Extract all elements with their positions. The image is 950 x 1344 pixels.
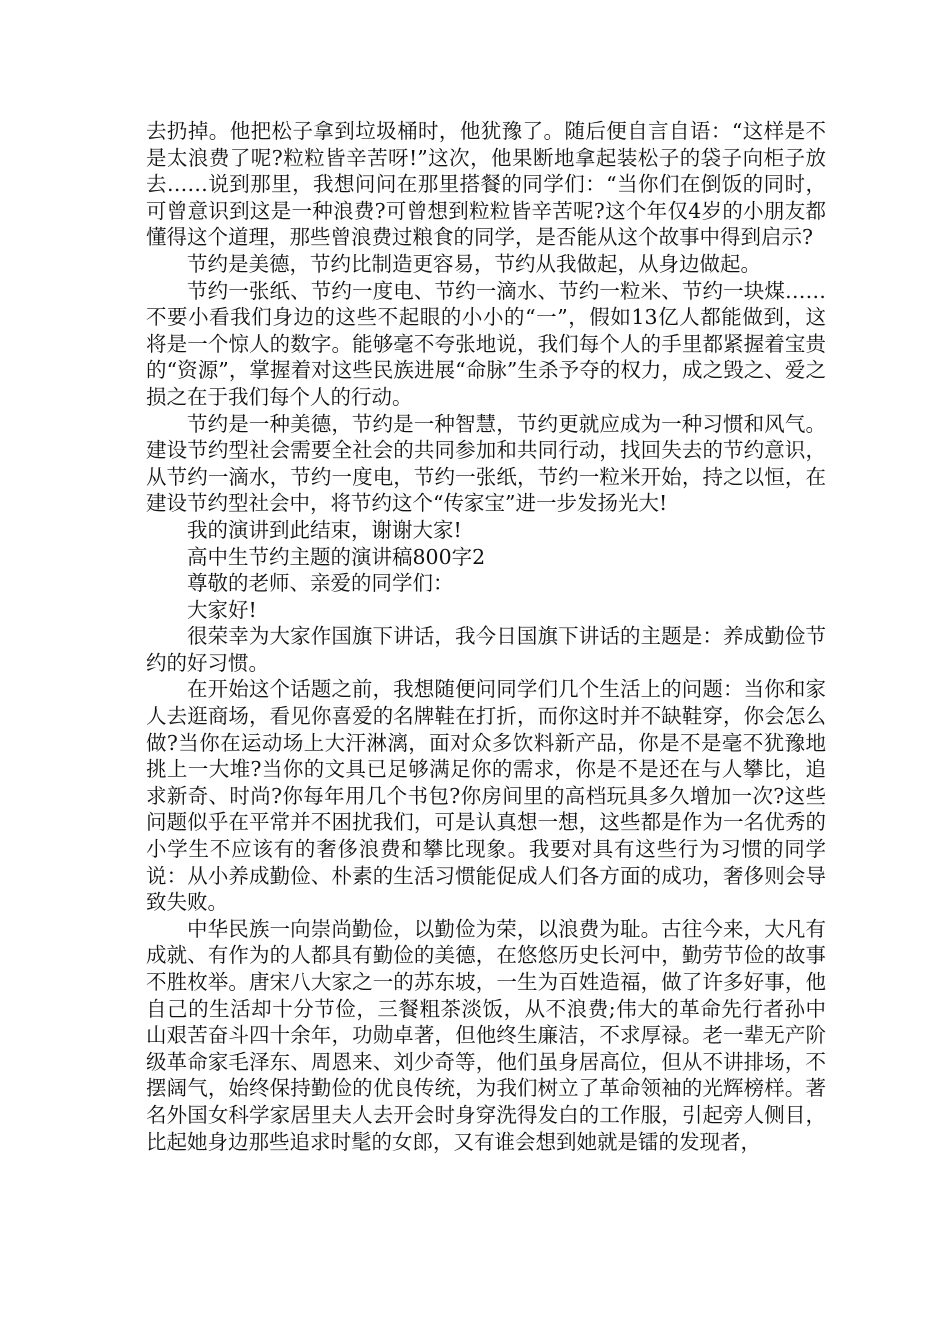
paragraph-4: 节约是一种美德，节约是一种智慧，节约更就应成为一种习惯和风气。建设节约型社会需要全社会的共同参加和共同行动，找回失去的节约意识，从节约一滴水，节约一度电，节约一张纸，节约一粒米开始，持之以恒，在建设节约型社会中，将节约这个“传家宝”进一步发扬光大! [146, 411, 826, 516]
document-body [146, 118, 826, 1155]
greeting: 大家好! [187, 597, 257, 622]
paragraph-5: 我的演讲到此结束，谢谢大家! [187, 517, 462, 542]
section-heading: 高中生节约主题的演讲稿800字2 [187, 544, 486, 569]
paragraph-2: 节约是美德，节约比制造更容易，节约从我做起，从身边做起。 [187, 251, 761, 276]
salutation: 尊敬的老师、亲爱的同学们： [187, 571, 454, 596]
paragraph-9: 很荣幸为大家作国旗下讲话，我今日国旗下讲话的主题是：养成勤俭节约的好习惯。 [146, 624, 826, 675]
paragraph-3: 节约一张纸、节约一度电、节约一滴水、节约一粒米、节约一块煤……不要小看我们身边的这些不起眼的小小的“一”，假如13亿人都能做到，这将是一个惊人的数字。能够毫不夸张地说，我们每个人的手里都紧握着宝贵的“资源”，掌握着对这些民族进展“命脉”生杀予夺的权力，成之毁之、爱之损之在于我们每个人的行动。 [146, 278, 826, 409]
paragraph-1: 去扔掉。他把松子拿到垃圾桶时，他犹豫了。随后便自言自语：“这样是不是太浪费了呢?粒粒皆辛苦呀!”这次，他果断地拿起装松子的袋子向柜子放去……说到那里，我想问问在那里搭餐的同学们：“当你们在倒饭的同时，可曾意识到这是一种浪费?可曾想到粒粒皆辛苦呢?这个年仅4岁的小朋友都懂得这个道理，那些曾浪费过粮食的同学，是否能从这个故事中得到启示? [146, 119, 826, 250]
paragraph-10: 在开始这个话题之前，我想随便问同学们几个生活上的问题：当你和家人去逛商场，看见你喜爱的名牌鞋在打折，而你这时并不缺鞋穿，你会怎么做?当你在运动场上大汗淋漓，面对众多饮料新产品，你是不是毫不犹豫地挑上一大堆?当你的文具已足够满足你的需求，你是不是还在与人攀比，追求新奇、时尚?你每年用几个书包?你房间里的高档玩具多久增加一次?这些问题似乎在平常并不困扰我们，可是认真想一想，这些都是作为一名优秀的小学生不应该有的奢侈浪费和攀比现象。我要对具有这些行为习惯的同学说：从小养成勤俭、朴素的生活习惯能促成人们各方面的成功，奢侈则会导致失败。 [146, 677, 826, 915]
paragraph-11: 中华民族一向崇尚勤俭，以勤俭为荣，以浪费为耻。古往今来，大凡有成就、有作为的人都具有勤俭的美德，在悠悠历史长河中，勤劳节俭的故事不胜枚举。唐宋八大家之一的苏东坡，一生为百姓造福，做了许多好事，他自己的生活却十分节俭，三餐粗茶淡饭，从不浪费;伟大的革命先行者孙中山艰苦奋斗四十余年，功勋卓著，但他终生廉洁，不求厚禄。老一辈无产阶级革命家毛泽东、周恩来、刘少奇等，他们虽身居高位，但从不讲排场，不摆阔气，始终保持勤俭的优良传统，为我们树立了革命领袖的光辉榜样。著名外国女科学家居里夫人去开会时身穿洗得发白的工作服，引起旁人侧目，比起她身边那些追求时髦的女郎，又有谁会想到她就是镭的发现者， [146, 916, 826, 1154]
